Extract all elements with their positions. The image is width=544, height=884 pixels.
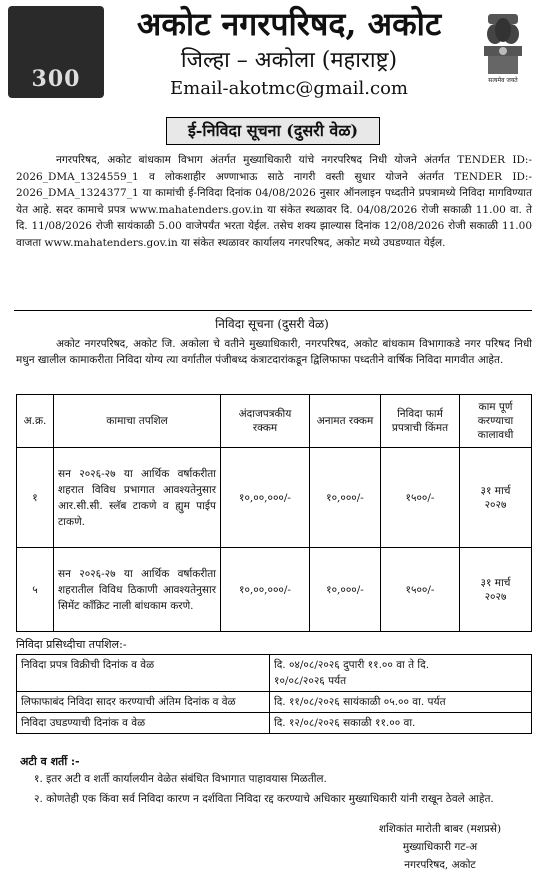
signatory-designation: मुख्याधिकारी गट-अ: [402, 841, 478, 853]
table-row: [17, 692, 532, 713]
sub-paragraph: अकोट नगरपरिषद, अकोट जि. अकोला चे वतीने मुख्याधिकारी, नगरपरिषद, अकोट बांधकाम विभागाकडे नगर परिषद निधी मधुन खालील कामाकरीता निविदा योग्य त्या वर्गातील पंजीबध्द कंत्राटदारांकडून द्विलिफाफा पध्दतीने वार्षिक निविदा मागवीत आहेत.: [16, 338, 532, 366]
table-cell: १०,००,०००/-: [221, 548, 310, 632]
table-cell: १: [17, 448, 54, 548]
table-cell: दि. १२/०८/२०२६ सकाळी ११.०० वा.: [270, 713, 532, 734]
signatory-office: नगरपरिषद, अकोट: [404, 859, 476, 871]
municipal-logo: 300: [8, 6, 104, 98]
email-line: Email-akotmc@gmail.com: [170, 78, 408, 99]
table-cell: दि. ०४/०८/२०२६ दुपारी ११.०० वा ते दि. १०/०८/२०२६ पर्यत: [270, 655, 532, 692]
table-cell: लिफाफाबंद निविदा सादर करण्याची अंतिम दिनांक व वेळ: [17, 692, 270, 713]
table-header: अंदाजपत्रकीय रक्कम: [221, 395, 310, 448]
table-row: [17, 713, 532, 734]
table-row: [17, 548, 532, 632]
term-item: २. कोणतेही एक किंवा सर्व निविदा कारण न दर्शविता निविदा रद्द करण्याचे अधिकार मुख्याधिकारी यांनी राखून ठेवले आहेत.: [34, 793, 494, 805]
emblem-caption: सत्यमेव जयते: [488, 77, 518, 84]
table-cell: ५: [17, 548, 54, 632]
district-line: जिल्हा – अकोला (महाराष्ट्र): [180, 48, 398, 73]
table-cell: निविदा उघडण्याची दिनांक व वेळ: [17, 713, 270, 734]
notice-title: ई-निविदा सूचना (दुसरी वेळ): [166, 117, 380, 145]
table-cell: ३१ मार्च २०२७: [460, 448, 532, 548]
table-row: [17, 448, 532, 548]
table-cell: सन २०२६-२७ या आर्थिक वर्षाकरीता शहरातील विविध ठिकाणी आवश्यतेनुसार सिमेंट कॉंक्रिट नाली बांधकाम करणे.: [54, 548, 221, 632]
table-cell: १०,०००/-: [310, 448, 381, 548]
terms-heading: अटी व शर्ती :-: [20, 755, 80, 768]
table-cell: दि. ११/०८/२०२६ सायंकाळी ०५.०० वा. पर्यत: [270, 692, 532, 713]
table-header: अ.क्र.: [17, 395, 54, 448]
table-cell: सन २०२६-२७ या आर्थिक वर्षाकरीता शहरात विविध प्रभागात आवश्यतेनुसार आर.सी.सी. स्लॅब टाकणे व ह्युम पाईप टाकणे.: [54, 448, 221, 548]
table-cell: १०,००,०००/-: [221, 448, 310, 548]
table-cell: १०,०००/-: [310, 548, 381, 632]
signature-block: [340, 820, 540, 874]
table-header-row: [17, 395, 532, 448]
table-header: कामाचा तपशिल: [54, 395, 221, 448]
national-emblem-icon: [474, 8, 532, 92]
intro-paragraph: नगरपरिषद, अकोट बांधकाम विभाग अंतर्गत मुख्याधिकारी यांचे नगरपरिषद निधी योजने अंतर्गत TENDER ID:- 2026_DMA_1324559_1 व लोकशाहीर अण्णाभाऊ साठे नागरी वस्ती सुधार योजने अंतर्गत TENDER ID:- 2026_DMA_1324377_1 या कामांची ई-निविदा दिनांक 04/08/2026 नुसार ऑनलाइन पध्दतीने प्रपत्रामध्ये निविदा मागविण्यात येत आहे. सदर कामाचे प्रपत्र www.mahatenders.gov.in या संकेत स्थळावर दि. 04/08/2026 रोजी सकाळी 11.00 वा. ते दि. 11/08/2026 रोजी सायंकाळी 5.00 वाजेपर्यंत भरता येईल. तसेच शक्य झाल्यास दिनांक 12/08/2026 रोजी सकाळी 11.00 वाजता www.mahatenders.gov.in या संकेत स्थळावर कार्यालय नगरपरिषद, अकोट मध्ये उघडण्यात येईल.: [16, 154, 532, 249]
table-cell: १५००/-: [381, 548, 460, 632]
term-item: १. इतर अटी व शर्ती कार्यालयीन वेळेत संबंधित विभागात पाहावयास मिळतील.: [34, 773, 327, 785]
table-row: [17, 655, 532, 692]
table-header: निविदा फार्म प्रपत्राची किंमत: [381, 395, 460, 448]
table-header: अनामत रक्कम: [310, 395, 381, 448]
table-cell: निविदा प्रपत्र विक्रीची दिनांक व वेळ: [17, 655, 270, 692]
signatory-name: शशिकांत मारोती बाबर (मशप्रसे): [378, 823, 502, 835]
tender-table: [16, 394, 532, 632]
table-header: काम पूर्ण करण्याचा कालावधी: [460, 395, 532, 448]
divider: [14, 310, 532, 311]
page-title: अकोट नगरपरिषद, अकोट: [136, 5, 442, 43]
table-cell: ३१ मार्च २०२७: [460, 548, 532, 632]
table-cell: १५००/-: [381, 448, 460, 548]
publication-heading: निविदा प्रसिध्दीचा तपशिल:-: [16, 638, 127, 651]
publication-table: [16, 654, 532, 734]
sub-title: निविदा सूचना (दुसरी वेळ): [215, 317, 329, 331]
